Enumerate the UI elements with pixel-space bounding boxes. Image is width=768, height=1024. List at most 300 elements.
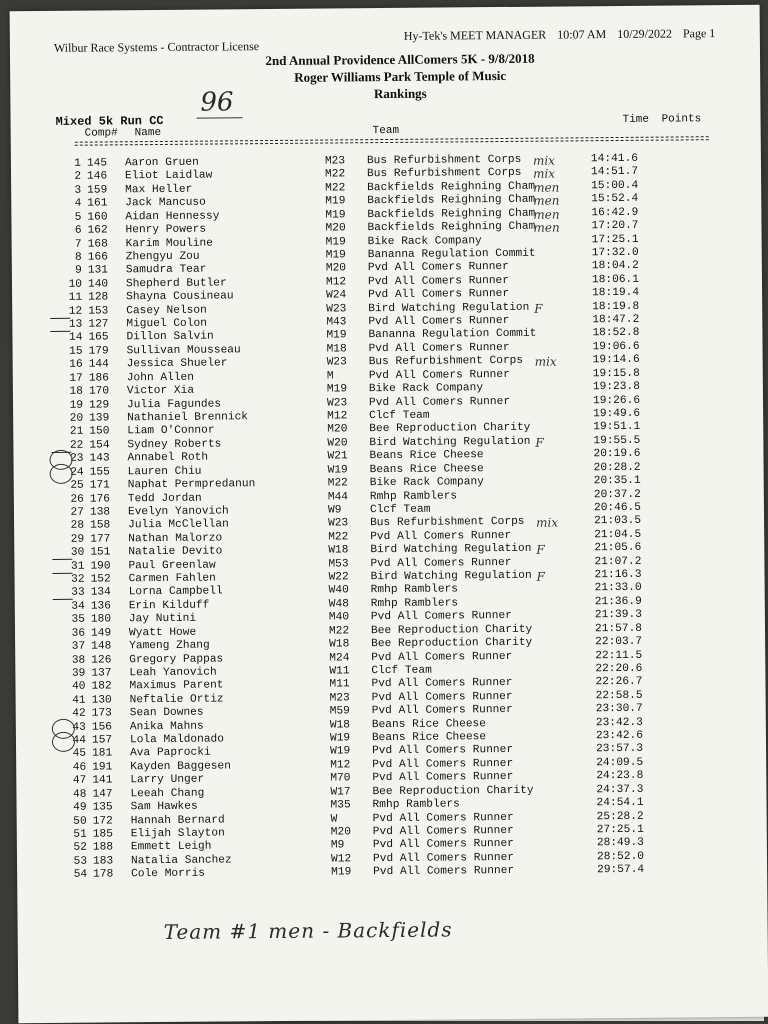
finish-time: 18:06.1 <box>591 273 640 286</box>
team-name: Bike Rack Company <box>367 234 482 248</box>
software-name: Hy-Tek's MEET MANAGER <box>403 27 547 43</box>
place-number: 46 <box>72 761 87 774</box>
place-number: 29 <box>70 533 85 546</box>
place-number: 22 <box>69 439 84 452</box>
comp-number: 144 <box>88 358 109 371</box>
team-name: Pvd All Comers Runner <box>368 288 510 302</box>
comp-number: 153 <box>88 305 109 318</box>
team-name: Pvd All Comers Runner <box>372 851 515 865</box>
comp-number: 137 <box>91 667 112 680</box>
team-name: Rmhp Ramblers <box>370 597 459 611</box>
team-name: Pvd All Comers Runner <box>368 341 510 356</box>
finish-time: 20:46.5 <box>593 501 642 515</box>
handwritten-footer: Team #1 men - Backfields <box>163 917 453 944</box>
comp-number: 172 <box>92 815 113 828</box>
runner-name: Sullivan Mousseau <box>126 344 241 358</box>
age-group: M22 <box>328 625 350 638</box>
finish-time: 19:23.8 <box>592 380 640 394</box>
runner-name: Leah Yanovich <box>129 666 217 680</box>
age-group: W24 <box>326 289 347 302</box>
finish-time: 17:32.0 <box>591 246 639 260</box>
age-group: M18 <box>326 343 347 356</box>
comp-number: 146 <box>86 170 108 184</box>
finish-time: 22:03.7 <box>595 635 643 649</box>
place-number: 36 <box>71 627 86 640</box>
place-number: 24 <box>70 466 84 479</box>
runner-name: Natalia Sanchez <box>130 854 232 868</box>
age-group: M22 <box>325 182 346 195</box>
comp-number: 190 <box>90 560 111 573</box>
runner-name: Maximus Parent <box>129 679 224 693</box>
age-group: M44 <box>327 490 349 504</box>
finish-time: 23:42.6 <box>595 729 643 743</box>
team-name: Bus Refurbishment Corps <box>366 167 522 181</box>
runner-name: Lorna Campbell <box>128 585 223 599</box>
age-group: M19 <box>325 249 346 262</box>
team-name: Pvd All Comers Runner <box>370 529 512 543</box>
runner-name: Jay Nutini <box>128 612 197 626</box>
finish-time: 19:14.6 <box>592 354 640 367</box>
finish-time: 23:57.3 <box>596 743 644 756</box>
event-name: Mixed 5k Run CC <box>55 113 164 129</box>
license-text: Wilbur Race Systems - Contractor License <box>53 39 260 55</box>
age-group: W9 <box>327 504 342 517</box>
finish-time: 19:51.1 <box>593 421 641 434</box>
place-number: 37 <box>71 640 86 653</box>
runner-name: Shepherd Butler <box>125 277 227 291</box>
age-group: W23 <box>326 302 347 316</box>
handwritten-team-note: men <box>533 220 560 235</box>
runner-name: Larry Unger <box>130 773 205 787</box>
team-name: Bird Watching Regulation <box>370 542 532 557</box>
comp-number: 191 <box>92 761 113 774</box>
place-number: 42 <box>72 707 86 720</box>
comp-number: 154 <box>89 439 110 452</box>
place-number: 54 <box>73 868 88 882</box>
finish-time: 19:06.6 <box>592 340 640 354</box>
handwritten-team-note: mix <box>534 354 557 370</box>
team-name: Pvd All Comers Runner <box>372 824 514 839</box>
finish-time: 15:00.4 <box>591 179 639 193</box>
place-number: 5 <box>74 211 82 224</box>
comp-number: 182 <box>91 680 112 693</box>
meet-manager-header <box>404 26 724 44</box>
age-group: M24 <box>329 651 350 665</box>
runner-name: Samudra Tear <box>125 263 207 277</box>
finish-time: 20:35.1 <box>593 474 641 488</box>
finish-time: 21:39.3 <box>594 609 642 622</box>
age-group: W21 <box>327 450 348 463</box>
comp-number: 134 <box>90 586 111 600</box>
comp-number: 159 <box>87 184 108 197</box>
age-group: W48 <box>328 598 349 611</box>
comp-number: 150 <box>89 425 110 439</box>
team-name: Bee Reproduction Charity <box>369 422 531 436</box>
age-group: M70 <box>330 772 351 785</box>
finish-time: 21:16.3 <box>594 568 642 582</box>
place-number: 9 <box>75 265 82 278</box>
age-group: W20 <box>327 437 348 450</box>
place-number: 43 <box>72 721 86 734</box>
venue-title: Roger Williams Park Temple of Music <box>294 67 507 85</box>
place-number: 48 <box>72 788 87 801</box>
runner-name: Julia McClellan <box>128 518 229 532</box>
comp-number: 149 <box>90 627 112 640</box>
finish-time: 14:41.6 <box>590 152 638 166</box>
team-name: Pvd All Comers Runner <box>372 771 514 785</box>
runner-name: Lauren Chiu <box>127 465 202 478</box>
comp-number: 135 <box>92 801 113 814</box>
place-number: 30 <box>70 546 85 559</box>
runner-name: Sean Downes <box>129 706 204 720</box>
report-title: Rankings <box>373 85 427 102</box>
col-points: Points <box>661 113 702 126</box>
team-name: Bus Refurbishment Corps <box>366 153 522 168</box>
place-number: 32 <box>71 573 85 586</box>
place-number: 53 <box>73 855 88 868</box>
runner-name: Carmen Fahlen <box>128 572 216 586</box>
page-number: Page 1 <box>682 26 716 41</box>
age-group: W19 <box>327 464 348 477</box>
runner-name: Kayden Baggesen <box>130 760 231 774</box>
runner-name: Eliot Laidlaw <box>124 169 213 183</box>
team-name: Pvd All Comers Runner <box>371 704 513 718</box>
place-number: 21 <box>69 426 84 439</box>
comp-number: 180 <box>90 613 112 626</box>
team-name: Bus Refurbishment Corps <box>368 355 524 369</box>
age-group: M19 <box>326 383 348 396</box>
team-name: Bird Watching Regulation <box>368 301 530 315</box>
team-name: Beans Rice Cheese <box>369 449 484 463</box>
handwritten-team-note: mix <box>532 153 555 168</box>
runner-name: Neftalie Ortiz <box>129 693 224 707</box>
finish-time: 17:25.1 <box>591 233 639 246</box>
runner-name: Karim Mouline <box>125 237 213 250</box>
runner-name: Henry Powers <box>125 223 207 237</box>
comp-number: 127 <box>88 318 109 331</box>
finish-time: 22:11.5 <box>595 649 643 662</box>
comp-number: 168 <box>87 237 108 251</box>
comp-number: 131 <box>87 264 109 277</box>
comp-number: 138 <box>89 506 111 519</box>
handwritten-team-note: men <box>533 193 560 208</box>
finish-time: 21:04.5 <box>594 528 642 541</box>
team-name: Bananna Regulation Commit <box>368 328 537 342</box>
age-group: M20 <box>327 423 348 436</box>
team-name: Beans Rice Cheese <box>369 462 484 476</box>
place-number: 18 <box>69 385 83 398</box>
team-name: Backfields Reighning Cham <box>367 207 536 221</box>
comp-number: 141 <box>92 774 113 787</box>
team-name: Backfields Reighning Cham <box>367 180 536 195</box>
age-group: M59 <box>329 705 350 718</box>
age-group: W11 <box>329 665 350 678</box>
team-name: Beans Rice Cheese <box>371 731 487 745</box>
col-name: Name <box>134 126 162 140</box>
team-name: Pvd All Comers Runner <box>370 556 512 570</box>
age-group: M19 <box>325 209 346 222</box>
age-group: W23 <box>326 396 348 410</box>
age-group: M22 <box>328 531 349 544</box>
place-number: 34 <box>71 600 85 613</box>
finish-time: 16:42.9 <box>591 206 639 219</box>
finish-time: 22:58.5 <box>595 689 643 703</box>
finish-time: 19:15.8 <box>592 367 640 380</box>
team-name: Bird Watching Regulation <box>369 435 531 449</box>
age-group: M12 <box>330 759 351 772</box>
runner-name: Shayna Cousineau <box>126 290 234 304</box>
comp-number: 178 <box>93 868 114 881</box>
comp-number: 185 <box>92 828 113 841</box>
place-number: 19 <box>69 399 84 412</box>
team-name: Rmhp Ramblers <box>372 798 460 812</box>
comp-number: 136 <box>90 600 112 613</box>
age-group: W22 <box>328 571 349 584</box>
finish-time: 27:25.1 <box>596 823 644 837</box>
age-group: M35 <box>330 799 351 812</box>
place-number: 23 <box>70 452 84 466</box>
team-name: Bananna Regulation Commit <box>367 247 536 262</box>
place-number: 47 <box>72 774 87 788</box>
place-number: 17 <box>69 372 83 385</box>
place-number: 20 <box>69 412 84 425</box>
team-name: Rmhp Ramblers <box>370 583 458 597</box>
runner-name: John Allen <box>126 371 194 385</box>
comp-number: 155 <box>89 466 110 479</box>
runner-name: Sydney Roberts <box>127 438 222 452</box>
comp-number: 126 <box>91 653 112 667</box>
handwritten-number: 96 <box>200 87 234 118</box>
comp-number: 166 <box>87 251 108 264</box>
handwritten-team-note: F <box>534 301 543 316</box>
runner-name: Sam Hawkes <box>130 800 198 814</box>
comp-number: 186 <box>88 372 110 385</box>
finish-time: 21:07.2 <box>594 555 642 568</box>
finish-time: 20:19.6 <box>593 448 641 461</box>
runner-name: Hannah Bernard <box>130 814 225 827</box>
comp-number: 162 <box>87 224 108 237</box>
comp-number: 173 <box>91 707 112 720</box>
team-name: Pvd All Comers Runner <box>368 395 511 409</box>
age-group: M20 <box>330 826 351 839</box>
place-number: 25 <box>70 479 84 492</box>
place-number: 33 <box>71 587 85 600</box>
place-number: 15 <box>69 345 83 358</box>
finish-time: 18:19.8 <box>592 300 640 313</box>
age-group: W40 <box>328 584 349 597</box>
team-name: Beans Rice Cheese <box>371 717 487 731</box>
place-number: 51 <box>73 828 87 841</box>
comp-number: 177 <box>90 533 111 546</box>
age-group: M19 <box>325 195 346 208</box>
finish-time: 19:55.5 <box>593 434 641 448</box>
handwritten-team-note: F <box>536 569 545 584</box>
finish-time: 24:23.8 <box>596 770 644 783</box>
team-name: Clcf Team <box>371 664 432 678</box>
age-group: W19 <box>329 732 351 745</box>
place-number: 3 <box>74 184 82 197</box>
place-number: 39 <box>71 667 86 680</box>
comp-number: 145 <box>86 157 108 170</box>
place-number: 28 <box>70 519 85 533</box>
place-number: 16 <box>69 358 83 372</box>
age-group: M20 <box>325 262 347 275</box>
runner-name: Anika Mahns <box>129 720 204 733</box>
age-group: W12 <box>330 853 352 866</box>
finish-time: 14:51.7 <box>590 166 639 179</box>
runner-name: Aidan Hennessy <box>125 210 220 223</box>
comp-number: 129 <box>88 398 110 412</box>
runner-name: Lola Maldonado <box>129 733 225 747</box>
place-number: 12 <box>68 305 83 318</box>
comp-number: 128 <box>88 291 109 304</box>
finish-time: 28:52.0 <box>596 850 645 864</box>
runner-name: Cole Morris <box>131 867 206 881</box>
runner-name: Jack Mancuso <box>125 196 206 210</box>
runner-name: Gregory Pappas <box>129 652 224 666</box>
team-name: Backfields Reighning Cham <box>367 220 536 235</box>
age-group: M19 <box>331 866 352 879</box>
runner-name: Elijah Slayton <box>130 827 225 841</box>
runner-name: Julia Fagundes <box>126 398 222 411</box>
comp-number: 183 <box>92 855 114 868</box>
place-number: 8 <box>74 251 82 264</box>
runner-name: Emmett Leigh <box>130 840 212 854</box>
place-number: 2 <box>74 171 82 184</box>
handwritten-team-note: F <box>535 435 544 450</box>
age-group: M22 <box>327 477 348 490</box>
age-group: M12 <box>327 410 348 423</box>
comp-number: 176 <box>89 492 111 506</box>
team-name: Pvd All Comers Runner <box>372 811 514 825</box>
runner-name: Nathan Malorzo <box>128 532 223 546</box>
place-number: 10 <box>68 278 83 291</box>
finish-time: 21:05.6 <box>594 541 642 555</box>
comp-number: 181 <box>92 747 113 761</box>
age-group: M23 <box>329 692 350 705</box>
place-number: 1 <box>74 157 81 170</box>
handwritten-team-note: mix <box>536 515 559 531</box>
comp-number: 171 <box>89 479 110 492</box>
place-number: 52 <box>73 842 87 855</box>
comp-number: 130 <box>91 694 112 707</box>
team-name: Pvd All Comers Runner <box>372 838 514 852</box>
age-group: M9 <box>330 839 345 852</box>
comp-number: 156 <box>91 721 113 734</box>
place-number: 45 <box>72 748 87 761</box>
print-date: 10/29/2022 <box>617 26 673 41</box>
age-group: M11 <box>329 678 350 691</box>
place-number: 38 <box>71 654 86 667</box>
finish-time: 29:57.4 <box>597 864 645 877</box>
finish-time: 18:52.8 <box>592 327 640 340</box>
age-group: W18 <box>329 638 350 651</box>
runner-name: Jessica Shueler <box>126 357 228 371</box>
finish-time: 23:42.3 <box>595 716 643 729</box>
handwritten-team-note: men <box>533 180 560 195</box>
runner-name: Erin Kilduff <box>128 599 210 613</box>
place-number: 49 <box>73 801 87 814</box>
place-number: 27 <box>70 506 85 519</box>
comp-number: 143 <box>89 452 110 465</box>
finish-time: 24:09.5 <box>596 756 644 770</box>
age-group: W18 <box>328 544 349 557</box>
finish-time: 20:37.2 <box>593 488 641 501</box>
handwritten-team-note: mix <box>532 166 556 182</box>
runner-name: Liam O'Connor <box>127 424 215 438</box>
team-name: Pvd All Comers Runner <box>370 610 512 624</box>
age-group: M20 <box>325 222 346 235</box>
comp-number: 140 <box>87 278 109 291</box>
team-name: Bee Reproduction Charity <box>372 784 534 798</box>
team-name: Pvd All Comers Runner <box>367 261 509 275</box>
age-group: W18 <box>329 718 351 732</box>
runner-name: Dillon Salvin <box>126 330 214 344</box>
comp-number: 161 <box>87 197 108 210</box>
age-group: M19 <box>325 235 346 249</box>
finish-time: 19:26.6 <box>592 394 641 407</box>
runner-name: Zhengyu Zou <box>125 250 200 264</box>
results-sheet <box>10 5 768 1024</box>
age-group: M19 <box>326 329 347 342</box>
age-group: M12 <box>325 276 347 289</box>
finish-time: 21:57.8 <box>594 622 643 635</box>
comp-number: 157 <box>91 734 113 747</box>
col-team: Team <box>372 124 400 138</box>
comp-number: 151 <box>90 546 111 559</box>
finish-time: 22:26.7 <box>595 676 643 689</box>
finish-time: 24:54.1 <box>596 796 644 810</box>
finish-time: 23:30.7 <box>595 703 643 716</box>
finish-time: 18:47.2 <box>592 313 640 327</box>
handwritten-team-note: F <box>536 542 545 557</box>
team-name: Pvd All Comers Runner <box>371 690 513 704</box>
team-name: Pvd All Comers Runner <box>368 368 510 382</box>
handwritten-underline <box>197 117 243 118</box>
runner-name: Victor Xia <box>126 384 195 398</box>
finish-time: 24:37.3 <box>596 783 644 796</box>
finish-time: 20:28.2 <box>593 461 641 474</box>
runner-name: Ava Paprocki <box>130 747 211 760</box>
place-number: 44 <box>72 734 87 747</box>
place-number: 31 <box>70 560 85 573</box>
team-name: Backfields Reighning Cham <box>367 193 536 208</box>
runner-name: Yameng Zhang <box>129 639 210 653</box>
runner-name: Annabel Roth <box>127 451 209 465</box>
finish-time: 28:49.3 <box>596 837 644 850</box>
comp-number: 139 <box>89 412 110 425</box>
place-number: 41 <box>72 694 86 707</box>
team-name: Clcf Team <box>369 409 430 423</box>
runner-name: Evelyn Yanovich <box>127 505 229 519</box>
team-name: Bike Rack Company <box>368 382 484 396</box>
team-name: Rmhp Ramblers <box>369 489 458 503</box>
place-number: 13 <box>68 318 83 331</box>
col-comp: Comp# <box>84 127 118 140</box>
team-name: Pvd All Comers Runner <box>371 677 513 691</box>
team-name: Pvd All Comers Runner <box>367 274 510 288</box>
age-group: W17 <box>330 786 351 799</box>
team-name: Bee Reproduction Charity <box>371 636 533 651</box>
comp-number: 188 <box>92 841 114 855</box>
age-group: M40 <box>328 611 350 624</box>
handwritten-team-note: men <box>533 207 560 222</box>
finish-time: 21:36.9 <box>594 595 642 609</box>
runner-name: Miguel Colon <box>126 317 207 331</box>
finish-time: 18:04.2 <box>591 260 639 273</box>
age-group: W19 <box>330 745 351 758</box>
place-number: 14 <box>68 332 83 345</box>
